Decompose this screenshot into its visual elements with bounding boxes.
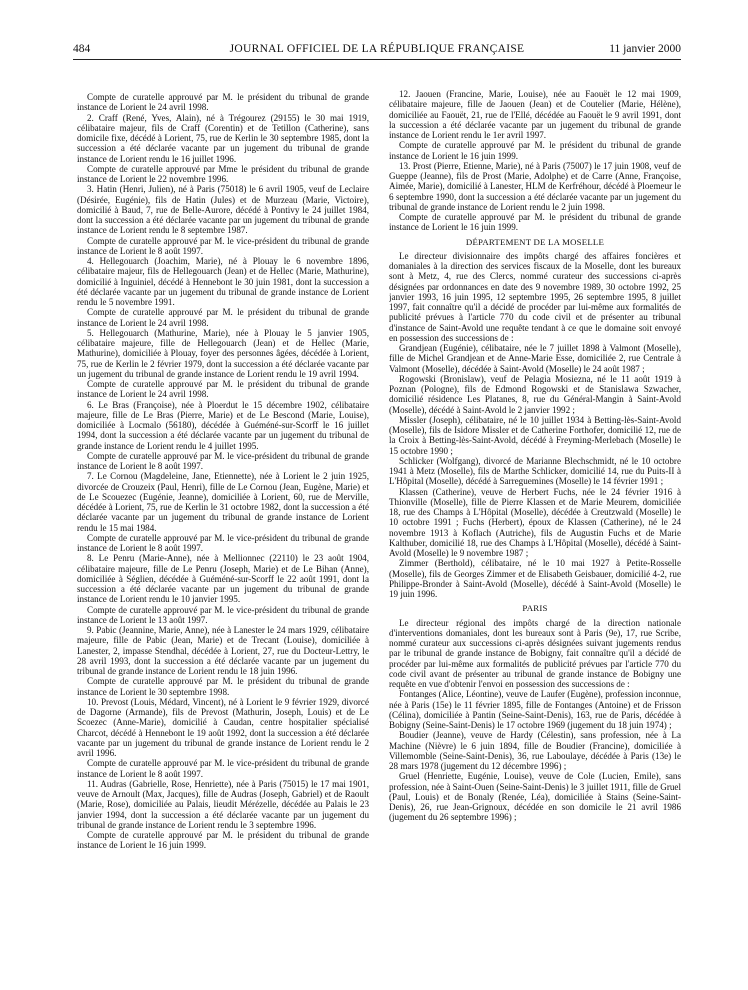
notice-paragraph: Klassen (Catherine), veuve de Herbert Fuchs, née le 24 février 1916 à Thionville (Moselle), fille de Pierre Klassen et de Marie Meurem, domiciliée 18, rue des Champs à L'Hôpital (Moselle), décédée à Creutzwald (Moselle) le 10 octobre 1991 ; Fuchs (Herbert), époux de Klassen (Catherine), né le 24 novembre 1913 à Koflach (Autriche), fils de Augustin Fuchs et de Marie Kalthuber, domicilié 18, rue des Champs à L'Hôpital (Moselle), décédé à Saint-Avold (Moselle) le 9 novembre 1987 ; — [389, 486, 681, 558]
notice-paragraph: Rogowski (Bronislaw), veuf de Pelagia Mosiezna, né le 11 août 1919 à Poznan (Pologne), fils de Edmond Rogowski et de Stanislawa Szwacher, domicilié résidence Les Platanes, 8, rue du Général-Mangin à Saint-Avold (Moselle), décédé à Saint-Avold le 2 janvier 1992 ; — [389, 373, 681, 415]
notice-paragraph: Compte de curatelle approuvé par M. le président du tribunal de grande instance de Lorient le 16 juin 1999. — [389, 140, 681, 161]
header-rule — [73, 59, 681, 60]
notice-paragraph: Schlicker (Wolfgang), divorcé de Marianne Blechschmidt, né le 10 octobre 1941 à Metz (Moselle), fils de Marthe Schlicker, domicilié 14, rue du Puits-II à L'Hôpital (Moselle), décédé à Sarreguemines (Moselle) le 14 février 1991 ; — [389, 455, 681, 487]
notice-paragraph: 5. Hellegouarch (Mathurine, Marie), née à Plouay le 5 janvier 1905, célibataire majeure, fille de Hellegouarch (Jean) et de Hellec (Marie, Mathurine), domiciliée à Plouay, foyer des personnes âgées, décédée à Lorient, 75, rue de Kerlin le 2 février 1979, dont la succession a été déclarée vacante par un jugement du tribunal de grande instance de Lorient rendu le 19 avril 1994. — [77, 327, 369, 379]
notice-paragraph: Fontanges (Alice, Léontine), veuve de Laufer (Eugène), profession inconnue, née à Paris (15e) le 11 février 1895, fille de Fontanges (Antoine) et de Frisson (Célina), domiciliée à Pantin (Seine-Saint-Denis), 163, rue de Paris, décédée à Bobigny (Seine-Saint-Denis) le 17 octobre 1969 (jugement du 18 juin 1974) ; — [389, 689, 681, 730]
notice-paragraph: Compte de curatelle approuvé par M. le président du tribunal de grande instance de Lorient le 24 avril 1998. — [77, 92, 369, 113]
notice-paragraph: Grandjean (Eugénie), célibataire, née le 7 juillet 1898 à Valmont (Moselle), fille de Michel Grandjean et de Anne-Marie Esse, domiciliée 2, rue Centrale à Valmont (Moselle), décédée à Saint-Avold (Moselle) le 24 août 1987 ; — [389, 343, 681, 374]
page-header — [73, 43, 681, 59]
notice-paragraph: 7. Le Cornou (Magdeleine, Jane, Etiennette), née à Lorient le 2 juin 1925, divorcée de Crouzeix (Paul, Henri), fille de Le Cornou (Jean, Eugène, Marie) et de Le Scouezec (Eugénie, Jeanne), domiciliée à Lorient, 60, rue de Merville, décédée à Lorient, 75, rue de Kerlin le 31 octobre 1982, dont la succession a été déclarée vacante par un jugement du tribunal de grande instance de Lorient rendu le 15 mai 1984. — [77, 471, 369, 533]
journal-title: JOURNAL OFFICIEL DE LA RÉPUBLIQUE FRANÇAISE — [229, 43, 525, 55]
notice-paragraph: 12. Jaouen (Francine, Marie, Louise), née au Faouët le 12 mai 1909, célibataire majeure, fille de Jaouen (Jean) et de Coutelier (Marie, Hélène), domiciliée au Faouët, 21, rue de l'Ellé, décédée au Faouët le 9 avril 1991, dont la succession a été déclarée vacante par un jugement du tribunal de grande instance de Lorient rendu le 1er avril 1997. — [389, 89, 681, 140]
left-column — [77, 92, 369, 972]
notice-paragraph: 3. Hatin (Henri, Julien), né à Paris (75018) le 6 avril 1905, veuf de Leclaire (Désirée, Eugénie), fils de Hatin (Jules) et de Murzeau (Marie, Victoire), domicilié à Baud, 7, rue de Belle-Aurore, décédé à Pontivy le 24 juillet 1984, dont la succession a été déclarée vacante par un jugement du tribunal de grande instance de Lorient rendu le 8 septembre 1987. — [77, 184, 369, 236]
right-column-entries — [389, 89, 681, 233]
notice-paragraph: Le directeur divisionnaire des impôts chargé des affaires foncières et domaniales à la direction des services fiscaux de la Moselle, dont les bureaux sont à Metz, 4, rue des Clercs, nommé curateur des successions ci-après désignées par ordonnances en date des 9 novembre 1989, 30 octobre 1992, 25 janvier 1993, 16 juin 1995, 12 septembre 1995, 26 septembre 1995, 8 juillet 1997, fait connaître qu'il a décidé de procéder par lui-même aux formalités de publicité prévues à l'article 770 du code civil et de présenter au tribunal d'instance de Saint-Avold une requête tendant à ce que le domaine soit envoyé en possession des successions de : — [389, 250, 681, 343]
notice-paragraph: Compte de curatelle approuvé par M. le vice-président du tribunal de grande instance de Lorient le 8 août 1997. — [77, 532, 369, 553]
issue-date: 11 janvier 2000 — [609, 43, 681, 55]
section-heading-moselle: DÉPARTEMENT DE LA MOSELLE — [465, 236, 605, 247]
right-column — [389, 89, 681, 969]
notice-paragraph: Boudier (Jeanne), veuve de Hardy (Célestin), sans profession, née à La Machine (Nièvre) le 6 juin 1894, fille de Boudier (Francine), domiciliée à Villemomble (Seine-Saint-Denis), 36, rue Laboulaye, décédée à Paris (13e) le 28 mars 1978 (jugement du 12 décembre 1996) ; — [389, 730, 681, 771]
notice-paragraph: 2. Craff (René, Yves, Alain), né à Trégourez (29155) le 30 mai 1919, célibataire majeur, fils de Craff (Corentin) et de Tetillon (Catherine), sans domicile fixe, décédé à Lorient, 75, rue de Kerlin le 30 septembre 1985, dont la succession a été déclarée vacante par un jugement du tribunal de grande instance de Lorient rendu le 16 juillet 1996. — [77, 112, 369, 164]
notice-paragraph: Zimmer (Berthold), célibataire, né le 10 mai 1927 à Petite-Rosselle (Moselle), fils de Georges Zimmer et de Elisabeth Geisbauer, domicilié 4-2, rue Philippe-Bronder à Saint-Avold (Moselle), décédé à Saint-Avold (Moselle) le 19 juin 1996. — [389, 558, 681, 599]
notice-paragraph: Compte de curatelle approuvé par M. le vice-président du tribunal de grande instance de Lorient le 8 août 1997. — [77, 758, 369, 779]
section-heading-paris: PARIS — [522, 603, 548, 614]
notice-paragraph: 8. Le Penru (Marie-Anne), née à Mellionnec (22110) le 23 août 1904, célibataire majeure, fille de Le Penru (Joseph, Marie) et de Le Bihan (Anne), domiciliée à Séglien, décédée à Guéméné-sur-Scorff le 22 août 1991, dont la succession a été déclarée vacante par un jugement du tribunal de grande instance de Lorient rendu le 10 janvier 1995. — [77, 553, 369, 605]
page-number: 484 — [73, 43, 91, 55]
paris-section-body — [389, 618, 681, 823]
notice-paragraph: 10. Prevost (Louis, Médard, Vincent), né à Lorient le 9 février 1929, divorcé de Dagorne (Armande), fils de Prevost (Mathurin, Joseph, Louis) et de Le Scoezec (Anne-Marie), domicilié à Caudan, centre hospitalier spécialisé Charcot, décédé à Hennebont le 19 août 1992, dont la succession a été déclarée vacante par un jugement du tribunal de grande instance de Lorient rendu le 2 avril 1996. — [77, 696, 369, 758]
notice-paragraph: 13. Prost (Pierre, Etienne, Marie), né à Paris (75007) le 17 juin 1908, veuf de Gueppe (Jeanne), fils de Prost (Marie, Adolphe) et de Carre (Anne, Françoise, Aimée, Marie), domicilié à Lanester, HLM de Kerfréhour, décédé à Ploemeur le 6 septembre 1990, dont la succession a été déclarée vacante par un jugement du tribunal de grande instance de Lorient rendu le 2 juin 1998. — [389, 160, 681, 212]
notice-paragraph: 9. Pabic (Jeannine, Marie, Anne), née à Lanester le 24 mars 1929, célibataire majeure, fille de Pabic (Jean, Marie) et de Trecant (Louise), domiciliée à Lanester, 2, impasse Stendhal, décédée à Lorient, 27, rue du Docteur-Lettry, le 28 avril 1993, dont la succession a été déclarée vacante par un jugement du tribunal de grande instance de Lorient rendu le 18 juin 1996. — [77, 625, 369, 676]
notice-paragraph: Gruel (Henriette, Eugénie, Louise), veuve de Cole (Lucien, Emile), sans profession, née à Saint-Ouen (Seine-Saint-Denis) le 3 juillet 1911, fille de Gruel (Paul, Louis) et de Bonaly (Renée, Léa), domiciliée à Stains (Seine-Saint-Denis), 26, rue Jean-Grignoux, décédée en son domicile le 21 avril 1986 (jugement du 26 septembre 1996) ; — [389, 771, 681, 823]
notice-paragraph: Compte de curatelle approuvé par M. le vice-président du tribunal de grande instance de Lorient le 13 août 1997. — [77, 604, 369, 625]
moselle-section-body — [389, 251, 681, 600]
notice-paragraph: Le directeur régional des impôts chargé de la direction nationale d'interventions domaniales, dont les bureaux sont à Paris (9e), 17, rue Scribe, nommé curateur aux successions ci-après désignées suivant jugements rendus par le tribunal de grande instance de Bobigny, fait connaître qu'il a décidé de procéder par lui-même aux formalités de publicité prévues par l'article 770 du code civil avant de présenter au tribunal de grande instance de Bobigny une requête en vue d'obtenir l'envoi en possession des successions de : — [389, 617, 681, 689]
notice-paragraph: Compte de curatelle approuvé par M. le président du tribunal de grande instance de Lorient le 24 avril 1998. — [77, 307, 369, 328]
notice-paragraph: Compte de curatelle approuvé par M. le président du tribunal de grande instance de Lorient le 30 septembre 1998. — [77, 676, 369, 697]
notice-paragraph: 11. Audras (Gabrielle, Rose, Henriette), née à Paris (75015) le 17 mai 1901, veuve de Arnoult (Max, Jacques), fille de Audras (Joseph, Gabriel) et de Raoult (Marie, Rose), domiciliée au Palais, lieudit Mérézelle, décédée au Palais le 23 janvier 1994, dont la succession a été déclarée vacante par un jugement du tribunal de grande instance de Lorient rendu le 3 septembre 1996. — [77, 778, 369, 830]
notice-paragraph: Compte de curatelle approuvé par M. le président du tribunal de grande instance de Lorient le 16 juin 1999. — [389, 212, 681, 233]
notice-paragraph: Compte de curatelle approuvé par Mme le président du tribunal de grande instance de Lorient le 22 novembre 1996. — [77, 163, 369, 184]
notice-paragraph: Compte de curatelle approuvé par M. le vice-président du tribunal de grande instance de Lorient le 8 août 1997. — [77, 235, 369, 256]
notice-paragraph: Compte de curatelle approuvé par M. le président du tribunal de grande instance de Lorient le 16 juin 1999. — [77, 830, 369, 851]
notice-paragraph: 4. Hellegouarch (Joachim, Marie), né à Plouay le 6 novembre 1896, célibataire majeur, fils de Hellegouarch (Jean) et de Hellec (Marie, Mathurine), domicilié à Inguiniel, décédé à Hennebont le 30 juin 1981, dont la succession a été déclarée vacante par un jugement du tribunal de grande instance de Lorient rendu le 5 novembre 1991. — [77, 256, 369, 307]
notice-paragraph: Compte de curatelle approuvé par M. le président du tribunal de grande instance de Lorient le 24 avril 1998. — [77, 379, 369, 400]
notice-paragraph: Missler (Joseph), célibataire, né le 10 juillet 1934 à Betting-lès-Saint-Avold (Moselle), fils de Isidore Missler et de Catherine Forthofer, domicilié 12, rue de la Croix à Betting-lès-Saint-Avold, décédé à Freyming-Merlebach (Moselle) le 15 octobre 1990 ; — [389, 414, 681, 456]
notice-paragraph: 6. Le Bras (Françoise), née à Ploerdut le 15 décembre 1902, célibataire majeure, fille de Le Bras (Pierre, Marie) et de Le Bescond (Marie, Louise), domiciliée à Locmalo (56180), décédée à Guéméné-sur-Scorff le 16 juillet 1994, dont la succession a été déclarée vacante par un jugement du tribunal de grande instance de Lorient rendu le 4 juillet 1995. — [77, 399, 369, 451]
notice-paragraph: Compte de curatelle approuvé par M. le vice-président du tribunal de grande instance de Lorient le 8 août 1997. — [77, 450, 369, 471]
